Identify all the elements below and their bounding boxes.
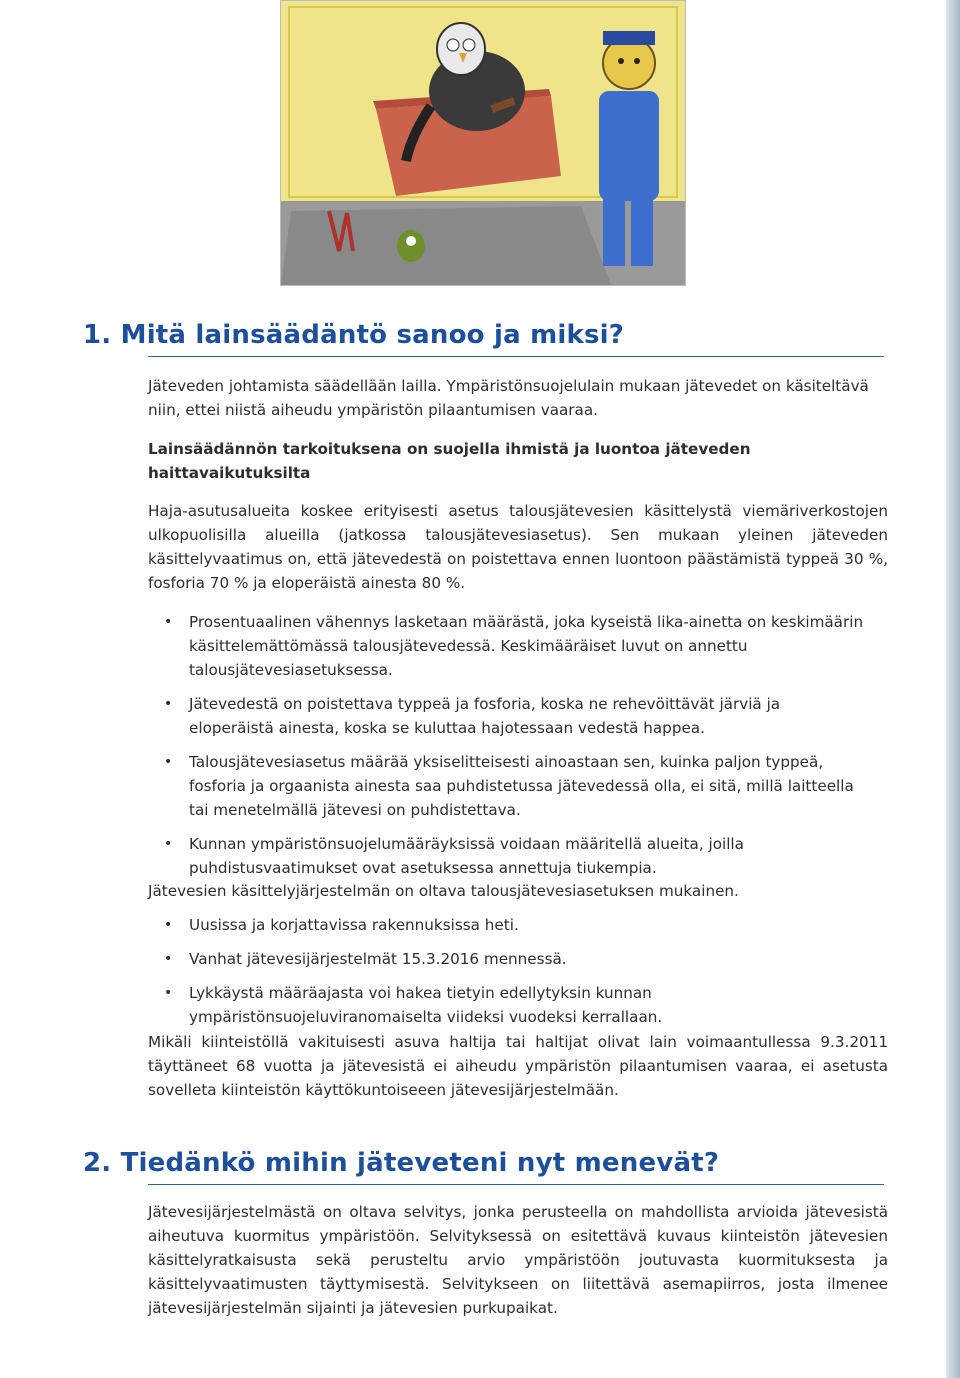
bullet-icon: • [164,836,173,852]
bullet-icon: • [164,696,173,712]
list-item [148,750,868,822]
section-2-heading: 2. Tiedänkö mihin jäteveteni nyt menevät? [83,1148,720,1178]
list-item [148,947,868,971]
list-item-text: Prosentuaalinen vähennys lasketaan määrästä, joka kyseistä lika-ainetta on keskimäärin käsittelemättömässä talousjätevedessä. Keskimääräiset luvut on annettu talousjätevesiasetuksessa. [189,613,864,679]
list-item-text: Jätevedestä on poistettava typpeä ja fosforia, koska ne rehevöittävät järviä ja eloperäistä ainesta, koska se kuluttaa hajotessaan vedestä happea. [189,695,781,737]
list-item-text: Uusissa ja korjattavissa rakennuksissa heti. [189,916,519,934]
section-1-paragraph-2: Jätevesien käsittelyjärjestelmän on oltava talousjätevesiasetuksen mukainen. [148,882,739,900]
list-item [148,832,868,880]
section-1-paragraph-3: Mikäli kiinteistöllä vakituisesti asuva haltija tai haltijat olivat lain voimaantullessa 9.3.2011 täyttäneet 68 vuotta ja jätevesistä ei aiheudu ympäristön pilaantumisen vaaraa, ei asetusta sovelleta kiinteistön käyttökuntoiseeen jätevesijärjestelmään. [148,1033,888,1099]
list-item-text: Kunnan ympäristönsuojelumääräyksissä voidaan määritellä alueita, joilla puhdistusvaatimukset ovat asetuksessa annettuja tiukempia. [189,835,744,877]
list-item [148,610,868,682]
list-item [148,913,868,937]
section-1-subheading: Lainsäädännön tarkoituksena on suojella ihmistä ja luontoa jäteveden haittavaikutuksilta [148,440,751,482]
section-2-paragraph: Jätevesijärjestelmästä on oltava selvitys, jonka perusteella on mahdollista arvioida jätevesistä aiheutuva kuormitus ympäristöön. Selvityksessä on esitettävä kuvaus kiinteistön jätevesien käsittelyratkaisusta sekä perusteltu arvio ympäristöön joutuvasta kuormituksesta ja käsittelyvaatimusten täyttymisestä. Selvitykseen on liitettävä asemapiirros, josta ilmenee jätevesijärjestelmän sijainti ja jätevesien purkupaikat. [148,1203,888,1317]
bullet-icon: • [164,754,173,770]
courtroom-drawing-illustration [280,0,686,286]
list-item-text: Vanhat jätevesijärjestelmät 15.3.2016 mennessä. [189,950,567,968]
list-item-text: Lykkäystä määräajasta voi hakea tietyin edellytyksin kunnan ympäristönsuojeluviranomaiselta viideksi vuodeksi kerrallaan. [189,984,663,1026]
bullet-icon: • [164,614,173,630]
page-edge-strip [946,0,960,1378]
section-1-rule [148,356,884,357]
section-1-bullet-list-1 [148,610,868,880]
section-1-paragraph-1: Haja-asutusalueita koskee erityisesti asetus talousjätevesien käsittelystä viemäriverkostojen ulkopuolisilla alueilla (jatkossa talousjätevesiasetus). Sen mukaan yleinen jäteveden käsittelyvaatimus on, että jätevedestä on poistettava ennen luontoon päästämistä typpeä 30 %, fosforia 70 % ja eloperäistä ainesta 80 %. [148,502,888,592]
list-item-text: Talousjätevesiasetus määrää yksiselitteisesti ainoastaan sen, kuinka paljon typpeä, fosforia ja orgaanista ainesta saa puhdistetussa jätevedessä olla, ei sitä, millä laitteella tai menetelmällä jätevesi on puhdistettava. [189,753,854,819]
section-2-rule [148,1184,884,1185]
bullet-icon: • [164,985,173,1001]
section-1-intro: Jäteveden johtamista säädellään lailla. Ympäristönsuojelulain mukaan jätevedet on käsiteltävä niin, ettei niistä aiheudu ympäristön pilaantumisen vaaraa. [148,377,869,419]
section-1-bullet-list-2 [148,913,868,1029]
bullet-icon: • [164,917,173,933]
bullet-icon: • [164,951,173,967]
section-1-heading: 1. Mitä lainsäädäntö sanoo ja miksi? [83,320,625,350]
list-item [148,692,868,740]
list-item [148,981,868,1029]
